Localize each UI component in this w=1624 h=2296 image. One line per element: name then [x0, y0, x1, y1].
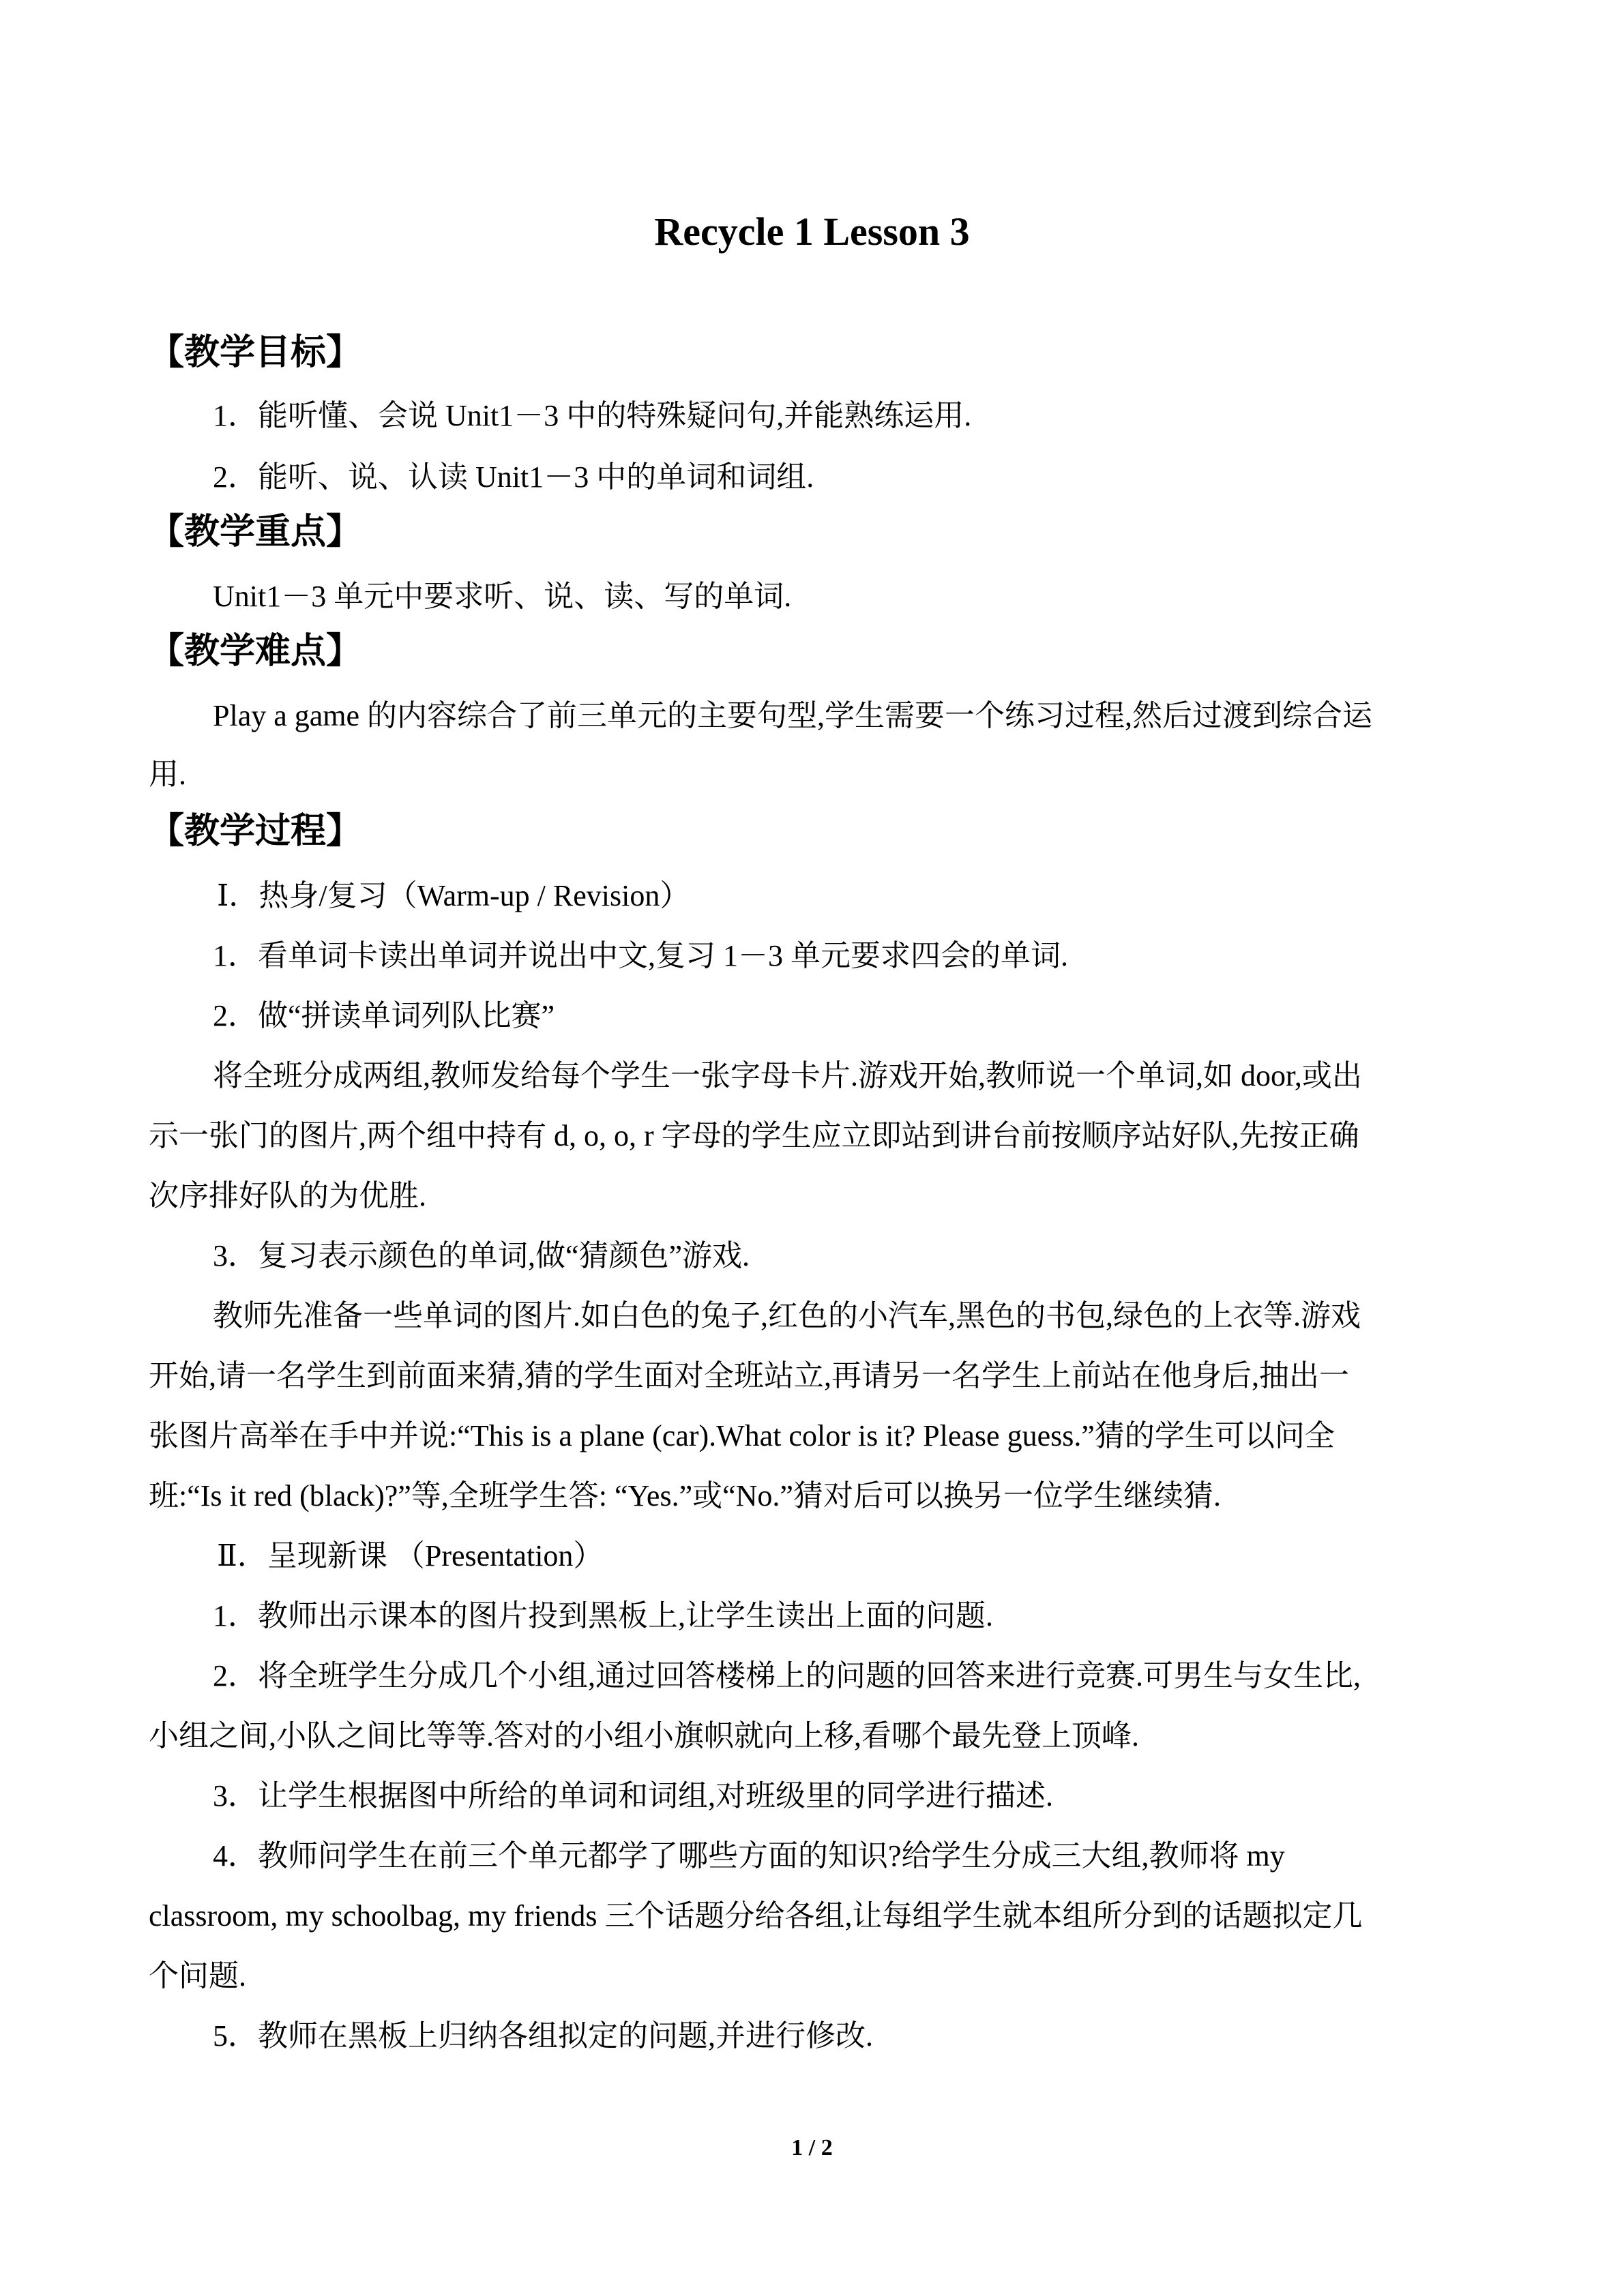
process-item: 5．教师在黑板上归纳各组拟定的问题,并进行修改. [213, 2019, 873, 2053]
section-heading-difficulties: 【教学难点】 [149, 632, 362, 671]
process-paragraph-line: 示一张门的图片,两个组中持有 d, o, o, r 字母的学生应立即站到讲台前按顺序站好队,先按正确 [149, 1119, 1359, 1152]
section-heading-process: 【教学过程】 [149, 812, 362, 851]
difficulties-text-line: Play a game 的内容综合了前三单元的主要句型,学生需要一个练习过程,然后过渡到综合运 [213, 699, 1373, 732]
page-number: 1 / 2 [791, 2135, 833, 2160]
process-paragraph-line: 将全班分成两组,教师发给每个学生一张字母卡片.游戏开始,教师说一个单词,如 door,或出 [213, 1059, 1362, 1092]
process-paragraph-line: 4．教师问学生在前三个单元都学了哪些方面的知识?给学生分成三大组,教师将 my [213, 1839, 1285, 1873]
process-paragraph-line: 张图片高举在手中并说:“This is a plane (car).What color is it? Please guess.”猜的学生可以问全 [149, 1419, 1335, 1452]
process-item: 3．让学生根据图中所给的单词和词组,对班级里的同学进行描述. [213, 1779, 1053, 1813]
objective-item: 1．能听懂、会说 Unit1－3 中的特殊疑问句,并能熟练运用. [213, 399, 972, 432]
process-paragraph-line: 教师先准备一些单词的图片.如白色的兔子,红色的小汽车,黑色的书包,绿色的上衣等.游戏 [213, 1299, 1361, 1332]
section-heading-objectives: 【教学目标】 [149, 333, 362, 372]
process-paragraph-line: 小组之间,小队之间比等等.答对的小组小旗帜就向上移,看哪个最先登上顶峰. [149, 1719, 1139, 1753]
process-item: 3．复习表示颜色的单词,做“猜颜色”游戏. [213, 1239, 750, 1272]
process-paragraph-line: 班:“Is it red (black)?”等,全班学生答: “Yes.”或“No.”猜对后可以换另一位学生继续猜. [149, 1479, 1221, 1512]
process-paragraph-line: 个问题. [149, 1959, 246, 1993]
process-item: 1．教师出示课本的图片投到黑板上,让学生读出上面的问题. [213, 1599, 993, 1632]
difficulties-text-line: 用. [149, 758, 186, 791]
process-paragraph-line: 开始,请一名学生到前面来猜,猜的学生面对全班站立,再请另一名学生上前站在他身后,抽出一 [149, 1359, 1349, 1392]
section-heading-key-points: 【教学重点】 [149, 513, 362, 552]
process-part2-title: Ⅱ．呈现新课 （Presentation） [217, 1539, 604, 1572]
process-item: 1．看单词卡读出单词并说出中文,复习 1－3 单元要求四会的单词. [213, 939, 1068, 972]
process-paragraph-line: 次序排好队的为优胜. [149, 1179, 426, 1212]
key-points-text: Unit1－3 单元中要求听、说、读、写的单词. [213, 580, 792, 613]
process-paragraph-line: classroom, my schoolbag, my friends 三个话题分给各组,让每组学生就本组所分到的话题拟定几 [149, 1899, 1363, 1933]
process-part1-title: Ⅰ．热身/复习（Warm-up / Revision） [217, 879, 690, 912]
process-paragraph-line: 2．将全班学生分成几个小组,通过回答楼梯上的问题的回答来进行竞赛.可男生与女生比, [213, 1659, 1361, 1693]
process-item: 2．做“拼读单词列队比赛” [213, 999, 555, 1032]
page-title: Recycle 1 Lesson 3 [654, 209, 970, 254]
objective-item: 2．能听、说、认读 Unit1－3 中的单词和词组. [213, 460, 814, 494]
